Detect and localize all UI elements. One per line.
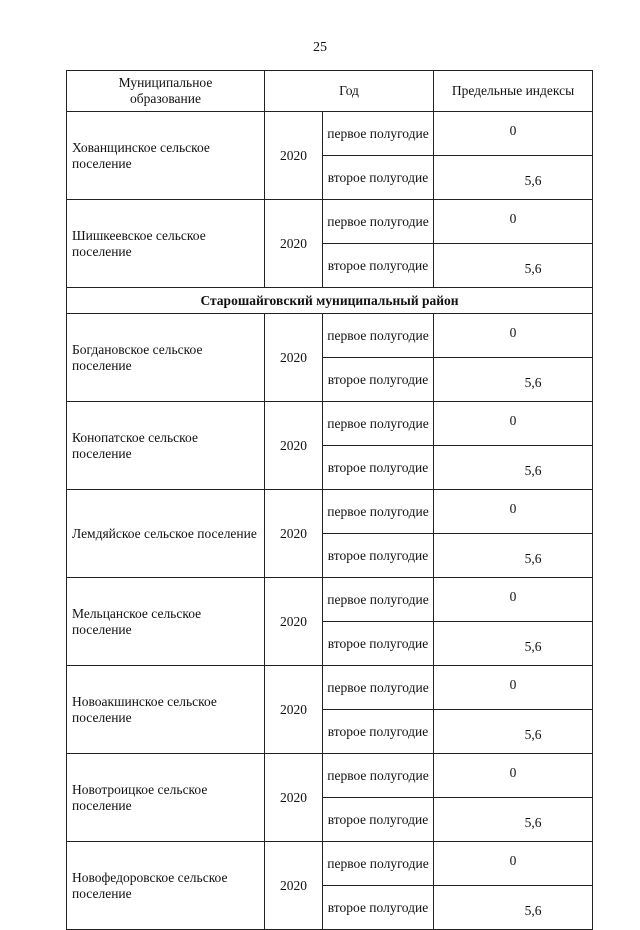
table-row [67, 402, 593, 446]
first-half-index: 0 [434, 754, 593, 798]
header-year: Год [265, 71, 434, 112]
municipality-name: Конопатское сельское поселение [67, 402, 265, 490]
municipality-name: Богдановское сельское поселение [67, 314, 265, 402]
year-cell: 2020 [265, 490, 323, 578]
year-cell: 2020 [265, 578, 323, 666]
table-row [67, 578, 593, 622]
first-half-label: первое полугодие [323, 112, 434, 156]
district-title: Старошайговский муниципальный район [67, 288, 593, 314]
first-half-index: 0 [434, 490, 593, 534]
second-half-index: 5,6 [434, 798, 593, 842]
first-half-index: 0 [434, 200, 593, 244]
second-half-index: 5,6 [434, 358, 593, 402]
second-half-label: второе полугодие [323, 710, 434, 754]
first-half-index: 0 [434, 112, 593, 156]
second-half-label: второе полугодие [323, 886, 434, 930]
second-half-index: 5,6 [434, 156, 593, 200]
second-half-index: 5,6 [434, 886, 593, 930]
second-half-label: второе полугодие [323, 244, 434, 288]
table-body-after [67, 314, 593, 930]
table-row [67, 112, 593, 156]
first-half-label: первое полугодие [323, 490, 434, 534]
table-row [67, 666, 593, 710]
year-cell: 2020 [265, 314, 323, 402]
first-half-index: 0 [434, 314, 593, 358]
first-half-index: 0 [434, 666, 593, 710]
second-half-label: второе полугодие [323, 534, 434, 578]
first-half-index: 0 [434, 402, 593, 446]
district-section [67, 288, 593, 314]
page-number: 25 [313, 40, 327, 55]
second-half-label: второе полугодие [323, 446, 434, 490]
header-indices: Предельные индексы [434, 71, 593, 112]
table-row [67, 200, 593, 244]
second-half-index: 5,6 [434, 710, 593, 754]
second-half-label: второе полугодие [323, 622, 434, 666]
second-half-index: 5,6 [434, 446, 593, 490]
municipality-name: Хованщинское сельское поселение [67, 112, 265, 200]
year-cell: 2020 [265, 754, 323, 842]
second-half-index: 5,6 [434, 244, 593, 288]
first-half-index: 0 [434, 842, 593, 886]
first-half-label: первое полугодие [323, 754, 434, 798]
first-half-label: первое полугодие [323, 578, 434, 622]
municipality-name: Мельцанское сельское поселение [67, 578, 265, 666]
municipality-name: Новотроицкое сельское поселение [67, 754, 265, 842]
second-half-label: второе полугодие [323, 156, 434, 200]
second-half-index: 5,6 [434, 534, 593, 578]
first-half-index: 0 [434, 578, 593, 622]
second-half-label: второе полугодие [323, 798, 434, 842]
header-municipality: Муниципальное образование [67, 71, 265, 112]
first-half-label: первое полугодие [323, 402, 434, 446]
table-row [67, 490, 593, 534]
table-row [67, 842, 593, 886]
first-half-label: первое полугодие [323, 200, 434, 244]
table-header-row [67, 71, 593, 112]
year-cell: 2020 [265, 112, 323, 200]
municipality-name: Шишкеевское сельское поселение [67, 200, 265, 288]
indices-table [66, 70, 593, 930]
table-body-before [67, 112, 593, 288]
municipality-name: Новоакшинское сельское поселение [67, 666, 265, 754]
year-cell: 2020 [265, 842, 323, 930]
second-half-label: второе полугодие [323, 358, 434, 402]
second-half-index: 5,6 [434, 622, 593, 666]
first-half-label: первое полугодие [323, 842, 434, 886]
municipality-name: Новофедоровское сельское поселение [67, 842, 265, 930]
district-row [67, 288, 593, 314]
table-row [67, 314, 593, 358]
first-half-label: первое полугодие [323, 314, 434, 358]
first-half-label: первое полугодие [323, 666, 434, 710]
year-cell: 2020 [265, 402, 323, 490]
year-cell: 2020 [265, 200, 323, 288]
year-cell: 2020 [265, 666, 323, 754]
table-row [67, 754, 593, 798]
municipality-name: Лемдяйское сельское поселение [67, 490, 265, 578]
